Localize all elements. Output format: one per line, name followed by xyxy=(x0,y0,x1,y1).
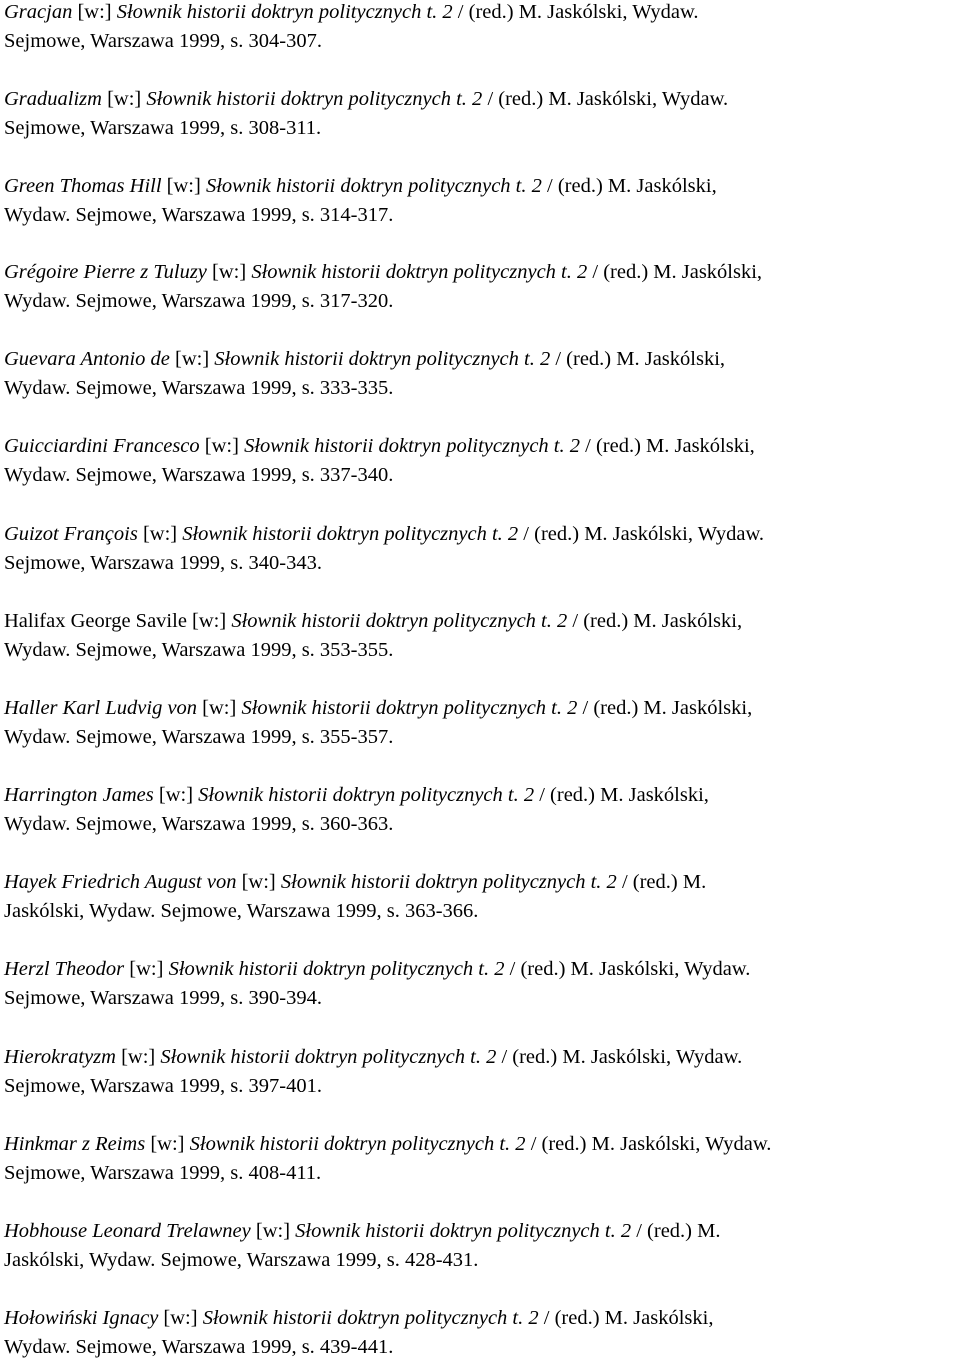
text-segment: Wydaw. Sejmowe, Warszawa 1999, s. 360-363. xyxy=(4,813,394,835)
text-segment: Halifax George Savile [w:] xyxy=(4,610,232,632)
text-segment: [w:] xyxy=(115,1046,161,1068)
text-segment: Wydaw. Sejmowe, Warszawa 1999, s. 314-317. xyxy=(4,204,394,226)
text-segment: Wydaw. Sejmowe, Warszawa 1999, s. 439-441. xyxy=(4,1336,394,1358)
text-segment: / (red.) M. xyxy=(616,871,707,893)
entry-line-1 xyxy=(4,955,956,984)
text-segment: [w:] xyxy=(101,88,147,110)
text-segment: Jaskólski, Wydaw. Sejmowe, Warszawa 1999, s. 363-366. xyxy=(4,900,479,922)
bibliography-entry xyxy=(4,432,956,490)
italic-segment: Harrington James xyxy=(4,784,154,806)
text-segment: Wydaw. Sejmowe, Warszawa 1999, s. 353-355. xyxy=(4,639,394,661)
entry-line-1 xyxy=(4,868,956,897)
entry-line-2 xyxy=(4,1159,956,1188)
text-segment: / (red.) M. Jaskólski, xyxy=(567,610,743,632)
text-segment: / (red.) M. Jaskólski, Wydaw. xyxy=(452,1,699,23)
text-segment: / (red.) M. Jaskólski, Wydaw. xyxy=(504,958,751,980)
bibliography-entry xyxy=(4,955,956,1013)
text-segment: / (red.) M. Jaskólski, xyxy=(580,435,755,457)
text-segment: / (red.) M. xyxy=(631,1220,721,1242)
italic-segment: Słownik historii doktryn politycznych t. 2 xyxy=(205,175,542,197)
italic-segment: Słownik historii doktryn politycznych t. 2 xyxy=(251,261,588,283)
bibliography-entry xyxy=(4,520,956,578)
italic-segment: Słownik historii doktryn politycznych t. 2 xyxy=(146,88,483,110)
text-segment: [w:] xyxy=(197,697,242,719)
entry-line-1 xyxy=(4,258,956,287)
italic-segment: Gradualizm xyxy=(4,88,102,110)
text-segment: [w:] xyxy=(153,784,199,806)
bibliography-entry xyxy=(4,607,956,665)
text-segment: [w:] xyxy=(161,175,206,197)
bibliography-entry xyxy=(4,1217,956,1275)
text-segment: Sejmowe, Warszawa 1999, s. 304-307. xyxy=(4,30,322,52)
entry-line-1 xyxy=(4,1043,956,1072)
italic-segment: Guizot François xyxy=(4,523,138,545)
italic-segment: Green Thomas Hill xyxy=(4,175,162,197)
entry-line-1 xyxy=(4,172,956,201)
italic-segment: Hierokratyzm xyxy=(4,1046,116,1068)
text-segment: [w:] xyxy=(145,1133,190,1155)
text-segment: / (red.) M. Jaskólski, xyxy=(534,784,709,806)
entry-line-2 xyxy=(4,27,956,56)
italic-segment: Słownik historii doktryn politycznych t. 2 xyxy=(116,1,453,23)
italic-segment: Hołowiński Ignacy xyxy=(4,1307,159,1329)
entry-line-2 xyxy=(4,114,956,143)
entry-line-1 xyxy=(4,432,956,461)
entry-line-2 xyxy=(4,1072,956,1101)
italic-segment: Słownik historii doktryn politycznych t. 2 xyxy=(231,610,568,632)
italic-segment: Słownik historii doktryn politycznych t. 2 xyxy=(244,435,580,457)
italic-segment: Słownik historii doktryn politycznych t. 2 xyxy=(295,1220,632,1242)
entry-line-2 xyxy=(4,723,956,752)
italic-segment: Gracjan xyxy=(4,1,73,23)
entry-line-2 xyxy=(4,810,956,839)
entry-line-1 xyxy=(4,85,956,114)
text-segment: [w:] xyxy=(72,1,117,23)
entry-line-2 xyxy=(4,897,956,926)
text-segment: [w:] xyxy=(169,348,215,370)
entry-line-1 xyxy=(4,1217,956,1246)
entry-line-2 xyxy=(4,984,956,1013)
bibliography-entry xyxy=(4,781,956,839)
entry-line-1 xyxy=(4,1304,956,1333)
italic-segment: Herzl Theodor xyxy=(4,958,125,980)
text-segment: Sejmowe, Warszawa 1999, s. 408-411. xyxy=(4,1162,322,1184)
entry-line-2 xyxy=(4,1246,956,1275)
italic-segment: Słownik historii doktryn politycznych t. 2 xyxy=(168,958,505,980)
text-segment: / (red.) M. Jaskólski, xyxy=(541,175,717,197)
italic-segment: Guicciardini Francesco xyxy=(4,435,200,457)
text-segment: / (red.) M. Jaskólski, Wydaw. xyxy=(496,1046,743,1068)
text-segment: [w:] xyxy=(250,1220,296,1242)
text-segment: / (red.) M. Jaskólski, Wydaw. xyxy=(482,88,729,110)
entry-line-2 xyxy=(4,549,956,578)
text-segment: / (red.) M. Jaskólski, Wydaw. xyxy=(525,1133,772,1155)
entry-line-1 xyxy=(4,781,956,810)
bibliography-entry xyxy=(4,258,956,316)
entry-line-1 xyxy=(4,520,956,549)
bibliography-entry xyxy=(4,172,956,230)
italic-segment: Słownik historii doktryn politycznych t. 2 xyxy=(189,1133,526,1155)
bibliography-entry xyxy=(4,868,956,926)
italic-segment: Słownik historii doktryn politycznych t. 2 xyxy=(160,1046,497,1068)
bibliography-entry xyxy=(4,1043,956,1101)
text-segment: / (red.) M. Jaskólski, xyxy=(538,1307,714,1329)
text-segment: Sejmowe, Warszawa 1999, s. 390-394. xyxy=(4,987,322,1009)
entry-line-2 xyxy=(4,636,956,665)
text-segment: Sejmowe, Warszawa 1999, s. 340-343. xyxy=(4,552,322,574)
text-segment: Wydaw. Sejmowe, Warszawa 1999, s. 355-357. xyxy=(4,726,394,748)
text-segment: Wydaw. Sejmowe, Warszawa 1999, s. 317-320. xyxy=(4,290,394,312)
text-segment: Wydaw. Sejmowe, Warszawa 1999, s. 333-335. xyxy=(4,377,394,399)
text-segment: / (red.) M. Jaskólski, xyxy=(550,348,726,370)
entry-line-1 xyxy=(4,345,956,374)
entry-line-2 xyxy=(4,461,956,490)
italic-segment: Słownik historii doktryn politycznych t. 2 xyxy=(280,871,617,893)
italic-segment: Słownik historii doktryn politycznych t. 2 xyxy=(241,697,578,719)
text-segment: / (red.) M. Jaskólski, Wydaw. xyxy=(518,523,765,545)
text-segment: [w:] xyxy=(124,958,169,980)
entry-line-1 xyxy=(4,0,956,27)
text-segment: [w:] xyxy=(199,435,245,457)
entry-line-2 xyxy=(4,287,956,316)
italic-segment: Słownik historii doktryn politycznych t. 2 xyxy=(214,348,551,370)
bibliography-entry xyxy=(4,0,956,56)
italic-segment: Haller Karl Ludvig von xyxy=(4,697,198,719)
text-segment: Sejmowe, Warszawa 1999, s. 308-311. xyxy=(4,117,322,139)
bibliography-entry xyxy=(4,1130,956,1188)
text-segment: Sejmowe, Warszawa 1999, s. 397-401. xyxy=(4,1075,322,1097)
bibliography-entry xyxy=(4,85,956,143)
italic-segment: Hobhouse Leonard Trelawney xyxy=(4,1220,251,1242)
text-segment: / (red.) M. Jaskólski, xyxy=(587,261,763,283)
text-segment: [w:] xyxy=(158,1307,203,1329)
entry-line-2 xyxy=(4,201,956,230)
entry-line-1 xyxy=(4,607,956,636)
bibliography-entry xyxy=(4,345,956,403)
text-segment: Jaskólski, Wydaw. Sejmowe, Warszawa 1999, s. 428-431. xyxy=(4,1249,479,1271)
entry-line-1 xyxy=(4,694,956,723)
entry-line-2 xyxy=(4,1333,956,1362)
entry-line-1 xyxy=(4,1130,956,1159)
italic-segment: Słownik historii doktryn politycznych t. 2 xyxy=(202,1307,539,1329)
entry-line-2 xyxy=(4,374,956,403)
italic-segment: Słownik historii doktryn politycznych t. 2 xyxy=(198,784,535,806)
text-segment: [w:] xyxy=(206,261,252,283)
italic-segment: Hayek Friedrich August von xyxy=(4,871,237,893)
italic-segment: Guevara Antonio de xyxy=(4,348,170,370)
text-segment: / (red.) M. Jaskólski, xyxy=(577,697,753,719)
bibliography-entry xyxy=(4,694,956,752)
text-segment: [w:] xyxy=(137,523,183,545)
text-segment: Wydaw. Sejmowe, Warszawa 1999, s. 337-340. xyxy=(4,464,394,486)
text-segment: [w:] xyxy=(236,871,281,893)
italic-segment: Hinkmar z Reims xyxy=(4,1133,146,1155)
italic-segment: Słownik historii doktryn politycznych t. 2 xyxy=(182,523,519,545)
bibliography-entry xyxy=(4,1304,956,1362)
italic-segment: Grégoire Pierre z Tuluzy xyxy=(4,261,207,283)
